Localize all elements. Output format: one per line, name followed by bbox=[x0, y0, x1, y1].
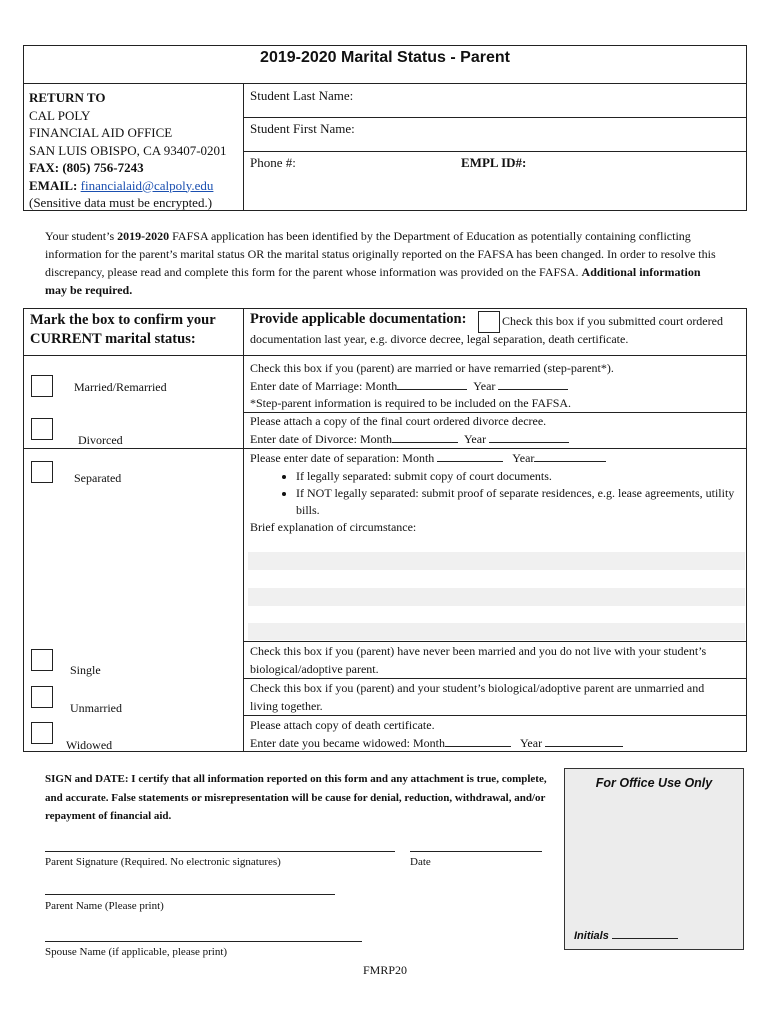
unmarried-checkbox[interactable] bbox=[31, 686, 53, 708]
title-divider bbox=[23, 83, 747, 84]
phone-label: Phone #: bbox=[250, 155, 296, 170]
divorced-year-field[interactable] bbox=[489, 432, 569, 443]
explanation-field-2[interactable] bbox=[248, 588, 745, 606]
row-divider-single bbox=[243, 678, 747, 679]
separated-checkbox[interactable] bbox=[31, 461, 53, 483]
initials-field[interactable] bbox=[612, 928, 678, 939]
spouse-name-label: Spouse Name (if applicable, please print) bbox=[45, 946, 228, 958]
single-instructions: Check this box if you (parent) have never been married and you do not live with your student’s biological/adoptive parent. bbox=[250, 644, 707, 676]
parent-signature-line[interactable] bbox=[45, 851, 395, 852]
married-year-field[interactable] bbox=[498, 379, 568, 390]
empl-id-label: EMPL ID#: bbox=[461, 155, 527, 170]
form-title: 2019-2020 Marital Status - Parent bbox=[260, 49, 510, 66]
married-date-line bbox=[250, 378, 745, 396]
widowed-date-label: Enter date you became widowed: Month bbox=[250, 735, 445, 750]
return-to-label: RETURN TO bbox=[29, 90, 106, 105]
separated-bullet-1: • If legally separated: submit copy of court documents. bbox=[296, 468, 745, 485]
form-code: FMRP20 bbox=[363, 963, 408, 977]
email-line bbox=[29, 177, 227, 195]
return-line-1: CAL POLY bbox=[29, 107, 91, 123]
header-column-divider bbox=[243, 83, 244, 211]
married-date-label: Enter date of Marriage: Month bbox=[250, 378, 398, 393]
unmarried-instructions: Check this box if you (parent) and your student’s biological/adoptive parent are unmarried and living together. bbox=[250, 681, 705, 713]
right-header: Provide applicable documentation: bbox=[250, 311, 467, 327]
date-line[interactable] bbox=[410, 851, 542, 852]
divorced-instructions bbox=[250, 413, 745, 448]
row-divider-unmarried bbox=[243, 715, 747, 716]
office-use-title: For Office Use Only bbox=[595, 776, 713, 790]
separated-label: Separated bbox=[74, 471, 122, 485]
parent-name-label: Parent Name (Please print) bbox=[45, 900, 164, 912]
widowed-date-line bbox=[250, 735, 745, 753]
separated-instructions bbox=[250, 450, 745, 536]
row-divider-separated bbox=[243, 641, 747, 642]
parent-signature-label: Parent Signature (Required. No electronic signatures) bbox=[45, 856, 281, 868]
widowed-instructions bbox=[250, 717, 745, 752]
divorced-year-label: Year bbox=[463, 431, 487, 446]
married-instructions bbox=[250, 360, 745, 413]
divorced-month-field[interactable] bbox=[392, 432, 458, 443]
separated-date-line bbox=[250, 450, 745, 468]
separated-date-label: Please enter date of separation: Month bbox=[250, 451, 435, 465]
divorced-line-1: Please attach a copy of the final court ordered divorce decree. bbox=[250, 414, 547, 428]
married-year-label: Year bbox=[473, 378, 496, 393]
initials-label: Initials bbox=[574, 930, 609, 942]
married-line-1: Check this box if you (parent) are married or have remarried (step-parent*). bbox=[250, 361, 614, 375]
widowed-line-1: Please attach copy of death certificate. bbox=[250, 718, 435, 732]
return-to-block bbox=[29, 89, 227, 212]
explanation-field-3[interactable] bbox=[248, 623, 745, 640]
widowed-label: Widowed bbox=[66, 738, 113, 752]
intro-text-1: Your student’s bbox=[45, 229, 118, 243]
certification-statement: SIGN and DATE: I certify that all information reported on this form and any attachment is true, complete, and accurate. False statements or misrepresentation will be cause for denial, reduction, withdrawal, and/or repayment of financial aid. bbox=[45, 773, 547, 822]
unmarried-label: Unmarried bbox=[70, 701, 122, 715]
return-line-2: FINANCIAL AID OFFICE bbox=[29, 125, 173, 140]
separated-year-label: Year bbox=[512, 451, 535, 465]
separated-month-field[interactable] bbox=[437, 451, 503, 462]
widowed-year-label: Year bbox=[519, 735, 543, 750]
married-month-field[interactable] bbox=[397, 379, 467, 390]
return-line-3: SAN LUIS OBISPO, CA 93407-0201 bbox=[29, 142, 227, 158]
intro-text-2: FAFSA application has been identified by the Department of Education as potentially containing conflicting information for the parent’s marital status OR the marital status originally reported on the FAFSA has been changed. In order to resolve this discrepancy, please read and complete this form for the parent whose information was provided on the FAFSA. bbox=[45, 229, 716, 279]
parent-name-line[interactable] bbox=[45, 894, 335, 895]
email-link[interactable]: financialaid@calpoly.edu bbox=[80, 177, 214, 193]
court-documentation-text: Check this box if you submitted court ordered documentation last year, e.g. divorce decree, legal separation, death certificate. bbox=[250, 314, 723, 346]
student-last-name-label: Student Last Name: bbox=[250, 88, 354, 103]
student-divider-1 bbox=[243, 117, 747, 118]
table-column-divider bbox=[243, 308, 244, 752]
married-checkbox[interactable] bbox=[31, 375, 53, 397]
divorced-date-label: Enter date of Divorce: Month bbox=[250, 431, 392, 446]
left-header: Mark the box to confirm your CURRENT marital status: bbox=[30, 312, 216, 347]
separated-explanation-label: Brief explanation of circumstance: bbox=[250, 519, 417, 534]
table-header-divider bbox=[23, 355, 747, 356]
encryption-note: (Sensitive data must be encrypted.) bbox=[29, 195, 213, 210]
student-divider-2 bbox=[243, 151, 747, 152]
single-label: Single bbox=[70, 663, 101, 677]
widowed-month-field[interactable] bbox=[445, 736, 511, 747]
intro-bold-end: Additional information may be required. bbox=[45, 265, 701, 297]
separated-year-field[interactable] bbox=[534, 451, 606, 462]
divorced-label: Divorced bbox=[78, 433, 123, 447]
row-divider-divorced bbox=[23, 448, 747, 449]
explanation-field-1[interactable] bbox=[248, 552, 745, 570]
separated-bullet-2: • If NOT legally separated: submit proof of separate residences, e.g. lease agreements, utility bills. bbox=[296, 485, 745, 519]
married-label: Married/Remarried bbox=[74, 380, 167, 394]
widowed-checkbox[interactable] bbox=[31, 722, 53, 744]
office-use-box bbox=[564, 768, 744, 950]
separated-document-list bbox=[250, 468, 745, 519]
date-label: Date bbox=[410, 856, 431, 868]
intro-year: 2019-2020 bbox=[117, 229, 170, 243]
widowed-year-field[interactable] bbox=[545, 736, 623, 747]
divorced-date-line bbox=[250, 431, 745, 449]
married-line-3: *Step-parent information is required to be included on the FAFSA. bbox=[250, 396, 572, 410]
student-first-name-label: Student First Name: bbox=[250, 121, 355, 136]
fax-number: FAX: (805) 756-7243 bbox=[29, 160, 144, 175]
spouse-name-line[interactable] bbox=[45, 941, 362, 942]
divorced-checkbox[interactable] bbox=[31, 418, 53, 440]
intro-paragraph bbox=[45, 227, 725, 299]
email-label: EMAIL: bbox=[29, 177, 78, 193]
single-checkbox[interactable] bbox=[31, 649, 53, 671]
office-initials bbox=[574, 928, 678, 942]
